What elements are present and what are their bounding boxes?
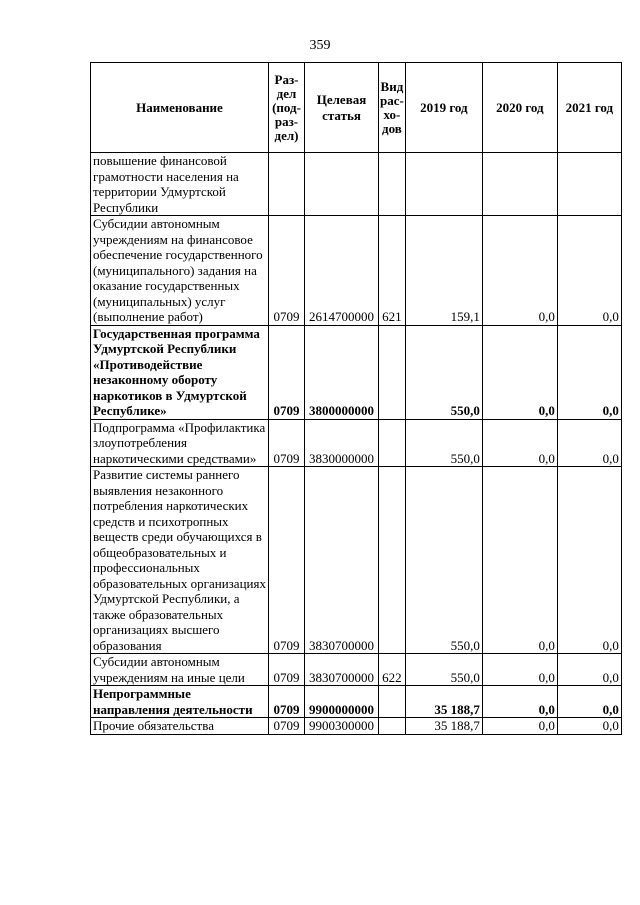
budget-table [90, 62, 622, 735]
row-section: 0709 [269, 216, 305, 326]
row-target-article: 2614700000 [305, 216, 379, 326]
row-target-article: 3830000000 [305, 419, 379, 467]
page-number: 359 [309, 38, 331, 53]
table-row [91, 325, 622, 419]
row-expense-type [379, 153, 406, 216]
row-amount-2021: 0,0 [557, 467, 621, 654]
row-amount-2019: 35 188,7 [405, 686, 482, 718]
row-amount-2019: 35 188,7 [405, 718, 482, 735]
table-row [91, 467, 622, 654]
header-section: Раз- дел (под- раз- дел) [269, 63, 305, 153]
row-expense-type [379, 419, 406, 467]
table-row [91, 654, 622, 686]
row-amount-2020: 0,0 [482, 686, 557, 718]
row-section: 0709 [269, 325, 305, 419]
row-name: Субсидии автономным учреждениям на финансовое обеспечение государственного (муниципального) задания на оказание государственных (муниципальных) услуг (выполнение работ) [91, 216, 269, 326]
row-target-article: 3830700000 [305, 654, 379, 686]
row-expense-type [379, 325, 406, 419]
row-section: 0709 [269, 718, 305, 735]
row-expense-type [379, 686, 406, 718]
row-amount-2020: 0,0 [482, 419, 557, 467]
row-name: Государственная программа Удмуртской Республики «Противодействие незаконному обороту наркотиков в Удмуртской Республике» [91, 325, 269, 419]
header-row [91, 63, 622, 153]
row-amount-2019: 159,1 [405, 216, 482, 326]
header-2021: 2021 год [557, 63, 621, 153]
row-amount-2020: 0,0 [482, 654, 557, 686]
row-section [269, 153, 305, 216]
row-target-article: 9900300000 [305, 718, 379, 735]
row-section: 0709 [269, 467, 305, 654]
row-target-article: 3800000000 [305, 325, 379, 419]
row-amount-2019: 550,0 [405, 654, 482, 686]
table-row [91, 419, 622, 467]
row-amount-2021: 0,0 [557, 686, 621, 718]
row-section: 0709 [269, 686, 305, 718]
row-name: Прочие обязательства [91, 718, 269, 735]
row-amount-2020 [482, 153, 557, 216]
table-row [91, 686, 622, 718]
row-amount-2021 [557, 153, 621, 216]
row-amount-2020: 0,0 [482, 216, 557, 326]
row-amount-2020: 0,0 [482, 325, 557, 419]
row-amount-2020: 0,0 [482, 467, 557, 654]
table-row [91, 216, 622, 326]
header-2020: 2020 год [482, 63, 557, 153]
row-amount-2019: 550,0 [405, 419, 482, 467]
row-amount-2021: 0,0 [557, 654, 621, 686]
row-name: Развитие системы раннего выявления незаконного потребления наркотических средств и психотропных веществ среди обучающихся в общеобразовательных и профессиональных образовательных организациях Удмуртской Республики, а также образовательных организациях высшего образования [91, 467, 269, 654]
row-section: 0709 [269, 419, 305, 467]
row-amount-2021: 0,0 [557, 718, 621, 735]
header-2019: 2019 год [405, 63, 482, 153]
row-amount-2021: 0,0 [557, 325, 621, 419]
row-name: Непрограммные направления деятельности [91, 686, 269, 718]
table-row [91, 718, 622, 735]
row-amount-2019 [405, 153, 482, 216]
row-name: повышение финансовой грамотности населения на территории Удмуртской Республики [91, 153, 269, 216]
table-row [91, 153, 622, 216]
row-amount-2021: 0,0 [557, 419, 621, 467]
header-name: Наименование [91, 63, 269, 153]
row-expense-type: 621 [379, 216, 406, 326]
row-expense-type [379, 467, 406, 654]
header-expense-type: Вид рас- хо- дов [379, 63, 406, 153]
row-expense-type: 622 [379, 654, 406, 686]
row-amount-2019: 550,0 [405, 467, 482, 654]
row-target-article: 3830700000 [305, 467, 379, 654]
row-target-article [305, 153, 379, 216]
header-target: Целевая статья [305, 63, 379, 153]
row-target-article: 9900000000 [305, 686, 379, 718]
row-expense-type [379, 718, 406, 735]
row-name: Субсидии автономным учреждениям на иные цели [91, 654, 269, 686]
row-amount-2020: 0,0 [482, 718, 557, 735]
row-section: 0709 [269, 654, 305, 686]
row-amount-2021: 0,0 [557, 216, 621, 326]
row-amount-2019: 550,0 [405, 325, 482, 419]
row-name: Подпрограмма «Профилактика злоупотребления наркотическими средствами» [91, 419, 269, 467]
